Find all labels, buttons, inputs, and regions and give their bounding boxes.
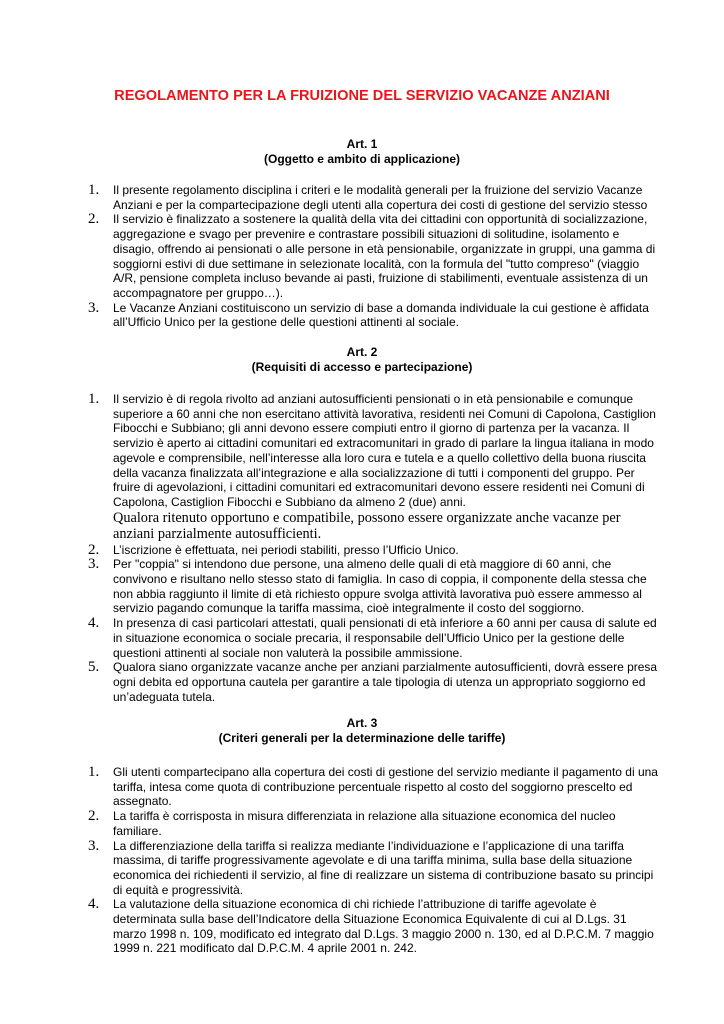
item-number: 4. [88, 615, 100, 632]
article-1-header [0, 137, 724, 167]
list-item [0, 543, 658, 558]
item-text: La valutazione della situazione economica di chi richiede l’attribuzione di tariffe agevolate è determinata sulla base dell’Indicatore della Situazione Economica Equivalente di cui al D.Lgs. 31 marzo 1998 n. 109, modificato ed integrato dal D.Lgs. 3 maggio 2000 n. 130, ed al D.P.C.M. 7 maggio 1999 n. 221 modificato dal D.P.C.M. 4 aprile 2001 n. 242. [113, 897, 654, 956]
list-item [0, 839, 658, 898]
article-2-header [0, 345, 724, 375]
item-text: In presenza di casi particolari attestati, quali pensionati di età inferiore a 60 anni per causa di salute ed in situazione economica o sociale precaria, il responsabile dell’Ufficio Unico per la gestione delle questioni attinenti al sociale non valuterà la possibile ammissione. [113, 616, 657, 660]
item-text: La tariffa è corrisposta in misura differenziata in relazione alla situazione economica del nucleo familiare. [113, 809, 616, 838]
article-subheading: (Criteri generali per la determinazione delle tariffe) [218, 731, 506, 745]
list-item [0, 809, 658, 838]
article-3-list [0, 765, 724, 956]
item-text: Il presente regolamento disciplina i criteri e le modalità generali per la fruizione del servizio Vacanze Anziani e per la compartecipazione degli utenti alla copertura dei costi di gestione del servizio stesso [113, 183, 648, 212]
item-text: Il servizio è finalizzato a sostenere la qualità della vita dei cittadini con opportunità di socializzazione, aggregazione e svago per prevenire e contrastare possibili situazioni di solitudine, isolamento e disagio, offrendo ai pensionati o alle persone in età pensionabile, organizzate in gruppi, una gamma di soggiorni estivi di due settimane in selezionate località, con la formula del "tutto compreso" (viaggio A/R, pensione completa incluso bevande ai pasti, fruizione di stabilimenti, eventuale assistenza di un accompagnatore per gruppo…). [113, 212, 656, 300]
list-item [0, 616, 658, 660]
list-item [0, 301, 658, 330]
item-text: Gli utenti compartecipano alla copertura dei costi di gestione del servizio mediante il pagamento di una tariffa, intesa come quota di contribuzione percentuale rispetto al costo del soggiorno prescelto ed assegnato. [113, 765, 658, 809]
item-text: Qualora siano organizzate vacanze anche per anziani parzialmente autosufficienti, dovrà essere presa ogni debita ed opportuna cautela per garantire a tale tipologia di utenza un appropriato soggiorno ed un’adeguata tutela. [113, 660, 658, 704]
item-number: 1. [88, 182, 100, 198]
item-text: L’iscrizione è effettuata, nei periodi stabiliti, presso l’Ufficio Unico. [113, 542, 459, 557]
list-item [0, 212, 658, 300]
list-item [0, 183, 658, 212]
list-item [0, 557, 658, 616]
article-subheading: (Oggetto e ambito di applicazione) [263, 152, 460, 166]
article-heading: Art. 3 [346, 716, 378, 730]
item-number: 2. [88, 808, 100, 825]
article-1-list [0, 183, 724, 330]
document-title: REGOLAMENTO PER LA FRUIZIONE DEL SERVIZIO VACANZE ANZIANI [114, 88, 610, 104]
item-number: 2. [88, 211, 100, 228]
item-number: 1. [88, 391, 100, 407]
article-2-list [0, 392, 724, 704]
list-item [0, 897, 658, 956]
list-item [0, 765, 658, 809]
item-number: 3. [88, 556, 100, 573]
item-number: 3. [88, 837, 100, 854]
item-extra-text: Qualora ritenuto opportuno e compatibile, possono essere organizzate anche vacanze per anziani parzialmente autosufficienti. [113, 509, 621, 543]
article-heading: Art. 2 [346, 345, 378, 359]
item-text: Il servizio è di regola rivolto ad anziani autosufficienti pensionati o in età pensionabile e comunque superiore a 60 anni che non esercitano attività lavorativa, residenti nei Comuni di Capolona, Castiglion Fibocchi e Subbiano; gli anni devono essere compiuti entro il giorno di partenza per la vacanza. Il servizio è aperto ai cittadini comunitari ed extracomunitari in grado di parlare la lingua italiana in modo agevole e comprensibile, nell’interesse alla loro cura e tutela e a quello collettivo della buona riuscita della vacanza finalizzata all’integrazione e alla socializzazione di tutti i componenti del gruppo. Per fruire di agevolazioni, i cittadini comunitari ed extracomunitari devono essere residenti nei Comuni di Capolona, Castiglion Fibocchi e Subbiano da almeno 2 (due) anni. [113, 392, 656, 509]
article-heading: Art. 1 [346, 137, 378, 151]
item-number: 1. [88, 764, 100, 780]
list-item [0, 392, 658, 543]
article-subheading: (Requisiti di accesso e partecipazione) [251, 360, 473, 374]
item-text: Le Vacanze Anziani costituiscono un servizio di base a domanda individuale la cui gestione è affidata all’Ufficio Unico per la gestione delle questioni attinenti al sociale. [113, 300, 649, 330]
item-number: 2. [88, 541, 100, 558]
item-text: La differenziazione della tariffa si realizza mediante l’individuazione e l’applicazione di una tariffa massima, di tariffe progressivamente agevolate e di una tariffa minima, sulla base della situazione economica dei richiedenti il servizio, al fine di realizzare un sistema di contribuzione basato su principi di equità e progressività. [113, 838, 654, 897]
item-number: 4. [88, 896, 100, 913]
item-number: 3. [88, 299, 100, 316]
item-number: 5. [88, 659, 100, 676]
item-text: Per "coppia" si intendono due persone, una almeno delle quali di età maggiore di 60 anni, che convivono e risultano nello stesso stato di famiglia. In caso di coppia, il componente della stessa che non abbia raggiunto il limite di età richiesto oppure svolga attività lavorativa può essere ammesso al servizio pagando comunque la tariffa massima, cioè integralmente il costo del soggiorno. [113, 557, 647, 616]
article-3-header [0, 716, 724, 746]
list-item [0, 660, 658, 704]
